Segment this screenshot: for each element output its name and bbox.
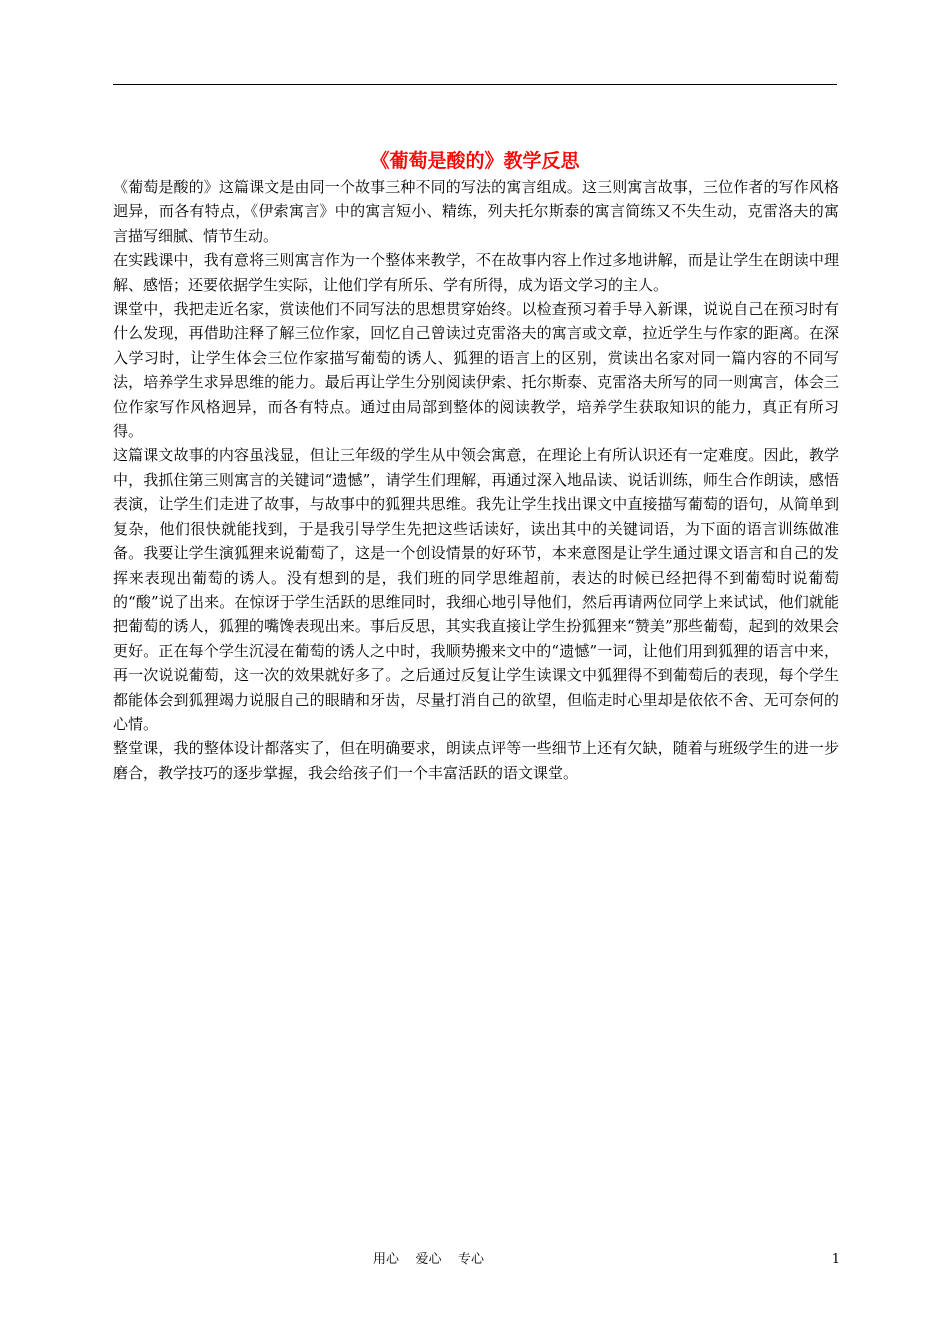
document-body: [113, 175, 839, 785]
paragraph-4: 这篇课文故事的内容虽浅显，但让三年级的学生从中领会寓意，在理论上有所认识还有一定难度。因此，教学中，我抓住第三则寓言的关键词“遗憾”，请学生们理解，再通过深入地品读、说话训练，师生合作朗读，感悟表演，让学生们走进了故事，与故事中的狐狸共思维。我先让学生找出课文中直接描写葡萄的语句，从简单到复杂，他们很快就能找到，于是我引导学生先把这些话读好，读出其中的关键词语，为下面的语言训练做准备。我要让学生演狐狸来说葡萄了，这是一个创设情景的好环节，本来意图是让学生通过课文语言和自己的发挥来表现出葡萄的诱人。没有想到的是，我们班的同学思维超前，表达的时候已经把得不到葡萄时说葡萄的“酸”说了出来。在惊讶于学生活跃的思维同时，我细心地引导他们，然后再请两位同学上来试试，他们就能把葡萄的诱人，狐狸的嘴馋表现出来。事后反思，其实我直接让学生扮狐狸来“赞美”那些葡萄，起到的效果会更好。正在每个学生沉浸在葡萄的诱人之中时，我顺势搬来文中的“遗憾”一词，让他们用到狐狸的语言中来，再一次说说葡萄，这一次的效果就好多了。之后通过反复让学生读课文中狐狸得不到葡萄后的表现，每个学生都能体会到狐狸竭力说服自己的眼睛和牙齿，尽量打消自己的欲望，但临走时心里却是依依不舍、无可奈何的心情。: [113, 446, 839, 733]
page-number: 1: [831, 1252, 840, 1267]
footer-motto: 用心 爱心 专心: [373, 1252, 485, 1267]
paragraph-2: 在实践课中，我有意将三则寓言作为一个整体来教学，不在故事内容上作过多地讲解，而是让学生在朗读中理解、感悟；还要依据学生实际，让他们学有所乐、学有所得，成为语文学习的主人。: [113, 251, 839, 294]
paragraph-1: 《葡萄是酸的》这篇课文是由同一个故事三种不同的写法的寓言组成。这三则寓言故事，三位作者的写作风格迥异，而各有特点，《伊索寓言》中的寓言短小、精练，列夫托尔斯泰的寓言简练又不失生动，克雷洛夫的寓言描写细腻、情节生动。: [113, 178, 839, 245]
document-title: 《葡萄是酸的》教学反思: [370, 150, 580, 172]
paragraph-5: 整堂课，我的整体设计都落实了，但在明确要求，朗读点评等一些细节上还有欠缺，随着与班级学生的进一步磨合，教学技巧的逐步掌握，我会给孩子们一个丰富活跃的语文课堂。: [113, 739, 839, 782]
paragraph-3: 课堂中，我把走近名家，赏读他们不同写法的思想贯穿始终。以检查预习着手导入新课，说说自己在预习时有什么发现，再借助注释了解三位作家，回忆自己曾读过克雷洛夫的寓言或文章，拉近学生与作家的距离。在深入学习时，让学生体会三位作家描写葡萄的诱人、狐狸的语言上的区别，赏读出名家对同一篇内容的不同写法，培养学生求异思维的能力。最后再让学生分别阅读伊索、托尔斯泰、克雷洛夫所写的同一则寓言，体会三位作家写作风格迥异，而各有特点。通过由局部到整体的阅读教学，培养学生获取知识的能力，真正有所习得。: [113, 300, 839, 441]
header-rule: [113, 84, 837, 85]
